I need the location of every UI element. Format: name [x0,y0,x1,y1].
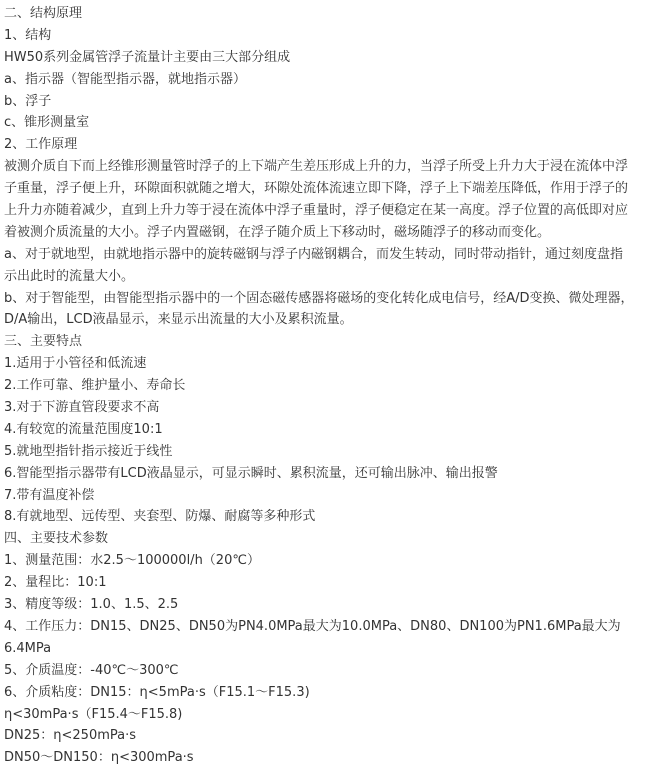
text-line: a、指示器（智能型指示器，就地指示器） [4,71,246,87]
text-line: 被测介质自下而上经锥形测量管时浮子的上下端产生差压形成上升的力，当浮子所受上升力大于浸在流体中浮 [4,159,629,175]
text-line: HW50系列金属管浮子流量计主要由三大部分组成 [4,49,291,65]
text-line: DN25：η<250mPa·s [4,728,137,744]
text-line: 四、主要技术参数 [4,531,109,547]
text-line: 1、结构 [4,27,52,43]
text-line: b、对于智能型，由智能型指示器中的一个固态磁传感器将磁场的变化转化成电信号，经A/D变换、微处理器， [4,290,634,306]
text-line: 5.就地型指针指示接近于线性 [4,443,173,459]
text-line: 着被测介质流量的大小。浮子内置磁钢，在浮子随介质上下移动时，磁场随浮子的移动而变化。 [4,224,551,240]
text-line: DN50～DN150：η<300mPa·s [4,750,194,766]
text-line: 示出此时的流量大小。 [4,268,135,284]
text-line: 2.工作可靠、维护量小、寿命长 [4,378,186,394]
text-line: b、浮子 [4,93,52,109]
text-line: 5、介质温度：-40℃～300℃ [4,662,179,678]
text-line: 6、介质粘度：DN15：η<5mPa·s（F15.1～F15.3) [4,684,310,700]
text-line: 6.智能型指示器带有LCD液晶显示，可显示瞬时、累积流量，还可输出脉冲、输出报警 [4,465,498,481]
text-line: 1、测量范围：水2.5～100000l/h（20℃） [4,553,260,569]
text-line: 二、结构原理 [4,6,83,21]
text-line: 3.对于下游直管段要求不高 [4,400,160,416]
text-line: 8.有就地型、远传型、夹套型、防爆、耐腐等多种形式 [4,509,316,525]
text-line: D/A输出，LCD液晶显示，来显示出流量的大小及累积流量。 [4,312,353,328]
text-line: 2、量程比：10:1 [4,575,107,591]
text-line: 2、工作原理 [4,137,78,153]
text-line: a、对于就地型，由就地指示器中的旋转磁钢与浮子内磁钢耦合，而发生转动，同时带动指针，通过刻度盘指 [4,246,623,262]
text-line: 三、主要特点 [4,334,83,350]
text-line: 子重量，浮子便上升，环隙面积就随之增大，环隙处流体流速立即下降，浮子上下端差压降低，作用于浮子的 [4,181,629,197]
text-line: 上升力亦随着减少，直到上升力等于浸在流体中浮子重量时，浮子便稳定在某一高度。浮子位置的高低即对应 [4,203,629,219]
text-line: 7.带有温度补偿 [4,487,95,503]
text-line: 1.适用于小管径和低流速 [4,356,147,372]
text-line: η<30mPa·s（F15.4～F15.8) [4,706,183,722]
text-line: 4、工作压力：DN15、DN25、DN50为PN4.0MPa最大为10.0MPa、DN80、DN100为PN1.6MPa最大为 [4,618,621,634]
text-line: 6.4MPa [4,640,52,656]
text-line: c、锥形测量室 [4,115,90,131]
text-line: 4.有较宽的流量范围度10:1 [4,421,163,437]
text-line: 3、精度等级：1.0、1.5、2.5 [4,597,179,613]
